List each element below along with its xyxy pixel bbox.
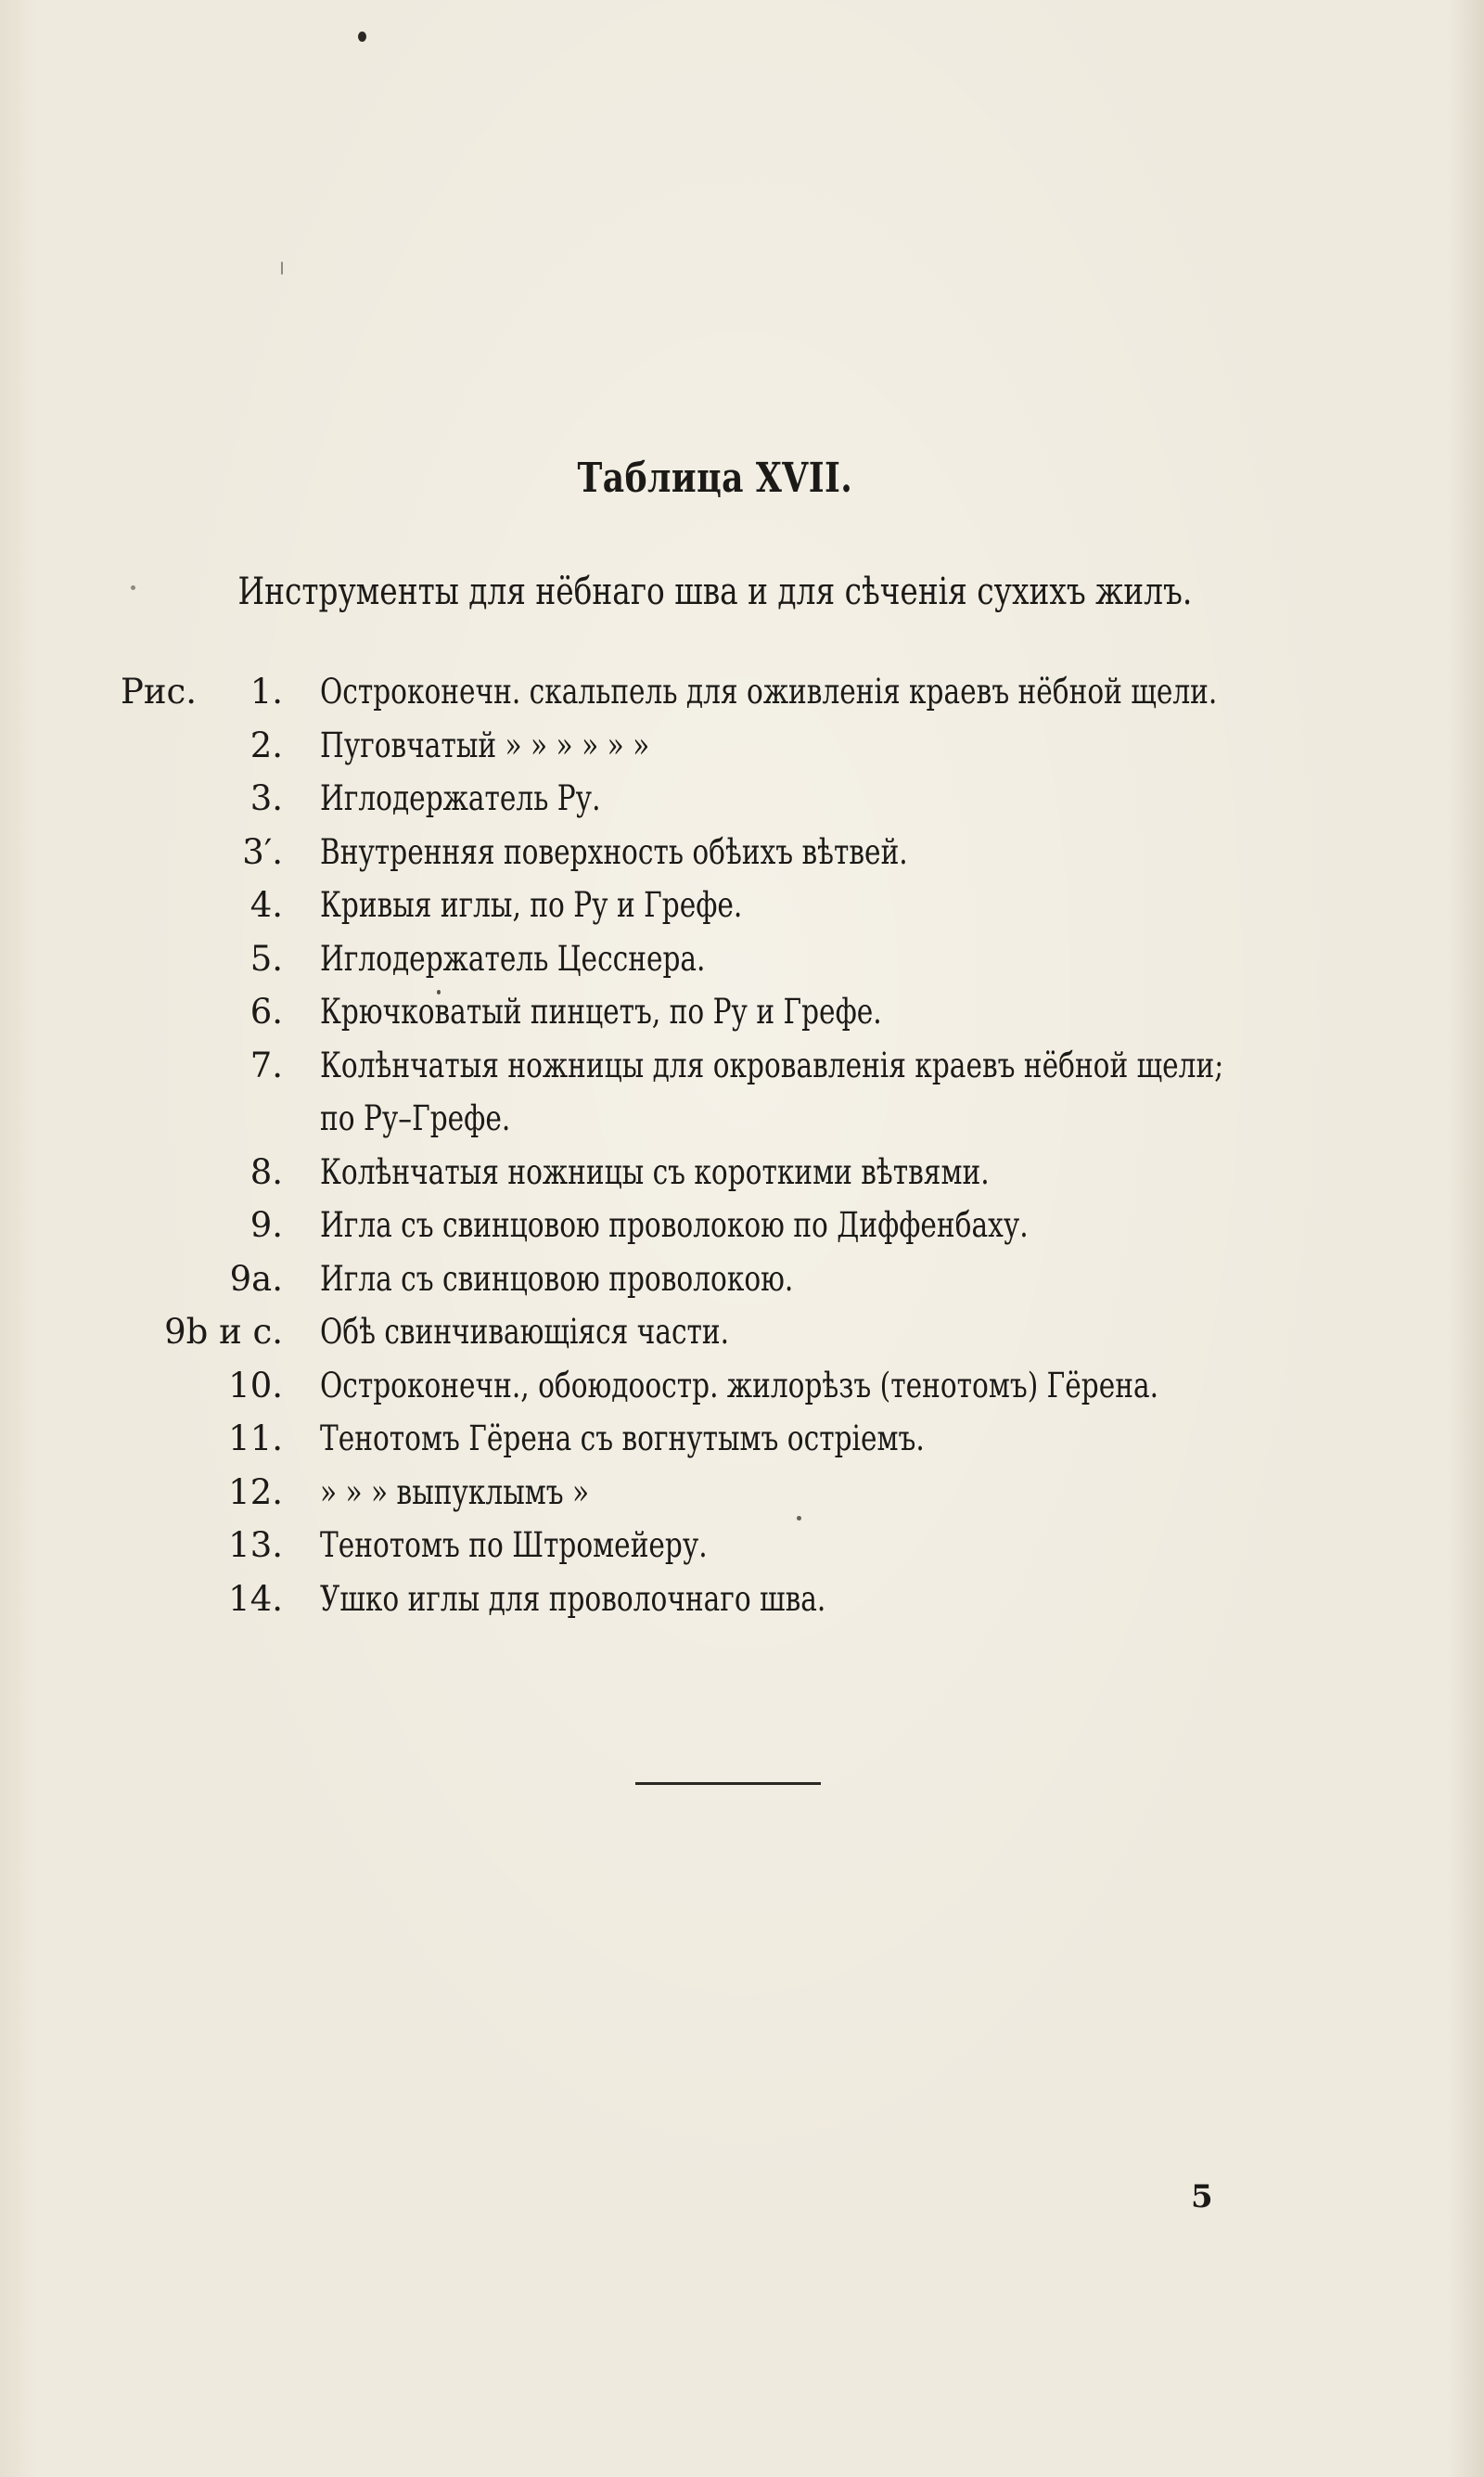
list-item <box>0 1466 1484 1520</box>
figure-number: 3. <box>249 778 283 818</box>
list-item <box>0 719 1484 773</box>
list-item <box>0 1305 1484 1359</box>
list-item <box>0 1359 1484 1413</box>
ink-speck <box>358 32 366 42</box>
figure-description: Остроконечн. скальпель для оживленія краевъ нёбной щели. <box>320 672 1218 712</box>
figure-description: Иглодержатель Цесснера. <box>320 938 706 979</box>
figure-number: 4. <box>249 885 283 925</box>
figure-number: 6. <box>249 992 283 1032</box>
figure-list <box>0 665 1484 1625</box>
figure-description: Обѣ свинчивающіяся части. <box>320 1312 730 1352</box>
list-item <box>0 826 1484 879</box>
figure-description: Пуговчатый » » » » » » <box>320 725 650 765</box>
figure-number: 2. <box>249 725 283 765</box>
list-item <box>0 1519 1484 1572</box>
list-item <box>0 932 1484 986</box>
figure-description: » » » выпуклымъ » <box>320 1471 590 1512</box>
figure-description: Внутренняя поверхность обѣихъ вѣтвей. <box>320 831 908 872</box>
figure-description: Ушко иглы для проволочнаго шва. <box>320 1578 826 1619</box>
list-item <box>0 1412 1484 1466</box>
figure-number: 5. <box>249 938 283 979</box>
list-item <box>0 879 1484 932</box>
figure-description: Крючковатый пинцетъ, по Ру и Грефе. <box>320 992 882 1032</box>
figure-number: 9. <box>249 1205 283 1245</box>
page-subtitle: Инструменты для нёбнаго шва и для сѣченія сухихъ жилъ. <box>237 571 1193 613</box>
list-item <box>0 1572 1484 1626</box>
figure-description: Кривыя иглы, по Ру и Грефе. <box>320 885 743 925</box>
figure-description: Игла съ свинцовою проволокою по Диффенбаху. <box>320 1205 1029 1245</box>
figure-prefix: Рис. <box>121 672 198 712</box>
figure-number: 9a. <box>229 1258 283 1299</box>
figure-number: 12. <box>228 1471 283 1512</box>
figure-number: 3′. <box>242 831 283 872</box>
figure-number: 1. <box>249 672 283 712</box>
page-title: Таблица XVII. <box>577 455 853 502</box>
list-item <box>0 1039 1484 1093</box>
figure-description: Тенотомъ по Штромейеру. <box>320 1525 708 1565</box>
figure-description: по Ру–Грефе. <box>320 1098 511 1138</box>
list-item <box>0 985 1484 1039</box>
figure-number: 10. <box>228 1365 283 1405</box>
ink-speck <box>281 262 283 275</box>
closing-rule <box>635 1782 821 1785</box>
figure-number: 13. <box>228 1525 283 1565</box>
figure-number: 9b и c. <box>164 1312 283 1352</box>
figure-number: 11. <box>228 1418 283 1458</box>
figure-number: 8. <box>249 1151 283 1192</box>
figure-description: Колѣнчатыя ножницы для окровавленія краевъ нёбной щели; <box>320 1045 1224 1085</box>
list-item <box>0 665 1484 719</box>
page-number: 5 <box>1191 2178 1213 2215</box>
list-item <box>0 1092 1484 1146</box>
list-item <box>0 1146 1484 1200</box>
figure-number: 14. <box>228 1578 283 1619</box>
list-item <box>0 1252 1484 1306</box>
list-item <box>0 1199 1484 1252</box>
figure-description: Игла съ свинцовою проволокою. <box>320 1258 794 1299</box>
figure-number: 7. <box>249 1045 283 1085</box>
list-item <box>0 772 1484 826</box>
figure-description: Остроконечн., обоюдоостр. жилорѣзъ (тенотомъ) Гёрена. <box>320 1365 1159 1405</box>
figure-description: Колѣнчатыя ножницы съ короткими вѣтвями. <box>320 1151 990 1192</box>
figure-description: Тенотомъ Гёрена съ вогнутымъ остріемъ. <box>320 1418 925 1458</box>
figure-description: Иглодержатель Ру. <box>320 778 601 818</box>
